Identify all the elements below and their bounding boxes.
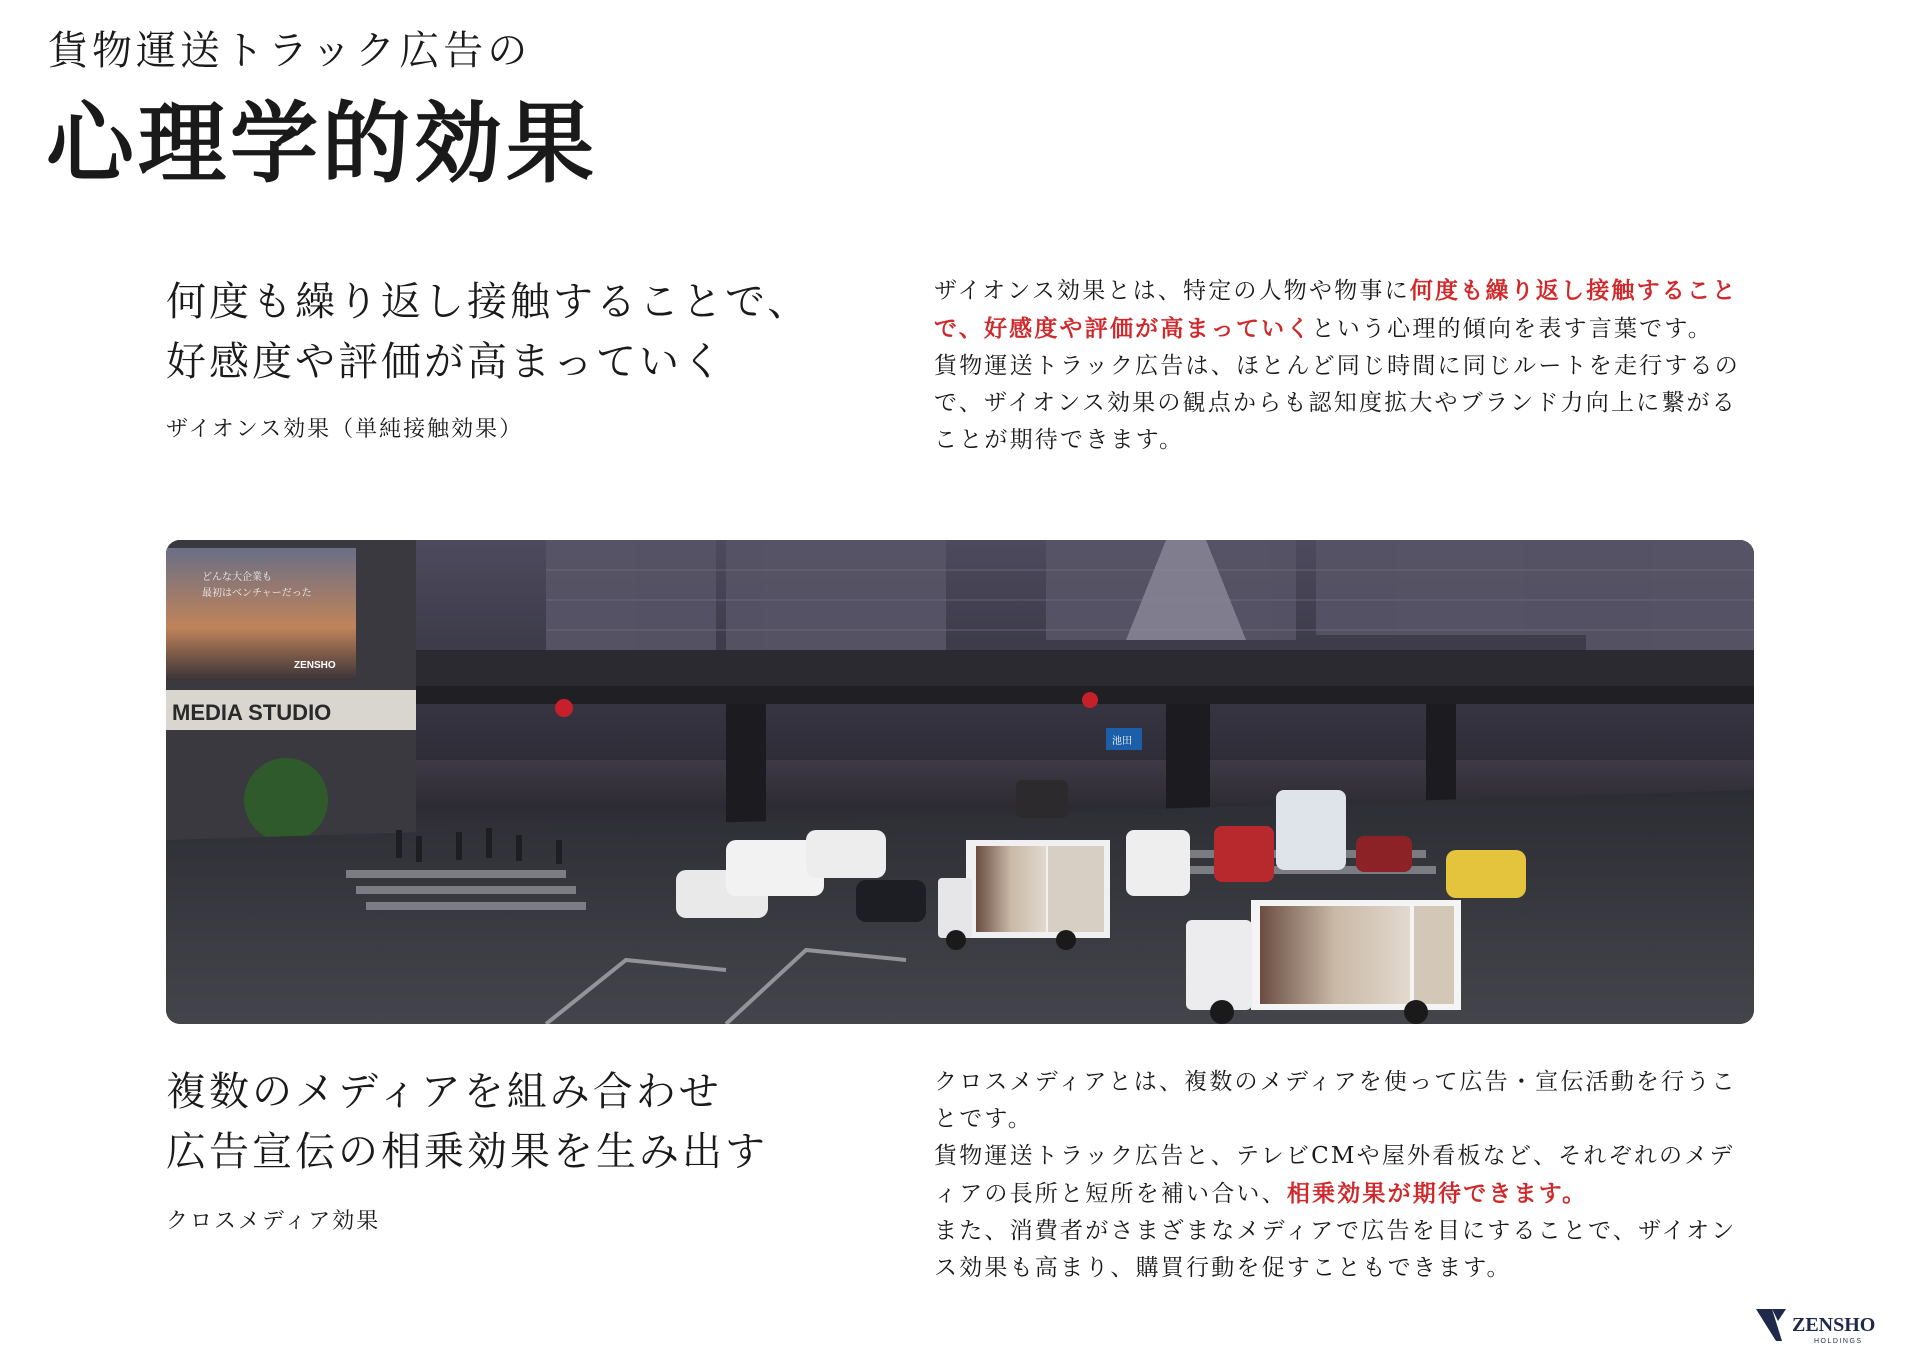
section1-paragraph-2: 貨物運送トラック広告は、ほとんど同じ時間に同じルートを走行するので、ザイオンス効果の観点からも認知度拡大やブランド力向上に繋がることが期待できます。 bbox=[934, 353, 1740, 453]
section1-headline-line2: 好感度や評価が高まっていく bbox=[166, 339, 725, 385]
section2-paragraph-3: また、消費者がさまざまなメディアで広告を目にすることで、ザイオンス効果も高まり、購買行動を促すこともできます。 bbox=[934, 1218, 1737, 1281]
zensho-logo bbox=[1752, 1305, 1892, 1347]
page-subtitle: 貨物運送トラック広告の bbox=[48, 28, 532, 74]
zensho-logo-mark-icon bbox=[1752, 1305, 1892, 1347]
section1-paragraph-1 bbox=[934, 272, 1744, 348]
billboard-text-line1: どんな大企業も bbox=[202, 572, 272, 583]
page-title: 心理学的効果 bbox=[46, 91, 599, 195]
section2-headline-line1: 複数のメディアを組み合わせ bbox=[166, 1069, 722, 1115]
section1-headline bbox=[166, 272, 810, 392]
section2-paragraph-1: クロスメディアとは、複数のメディアを使って広告・宣伝活動を行うことです。 bbox=[934, 1069, 1737, 1132]
section2-paragraph-2 bbox=[934, 1138, 1744, 1213]
section1-body bbox=[934, 272, 1744, 459]
station-sign: 池田 bbox=[1112, 736, 1132, 747]
section2-body bbox=[934, 1064, 1744, 1287]
section2-p2-text-a: 貨物運送トラック広告と、テレビCMや屋外看板など、それぞれのメディアの長所と短所を補い合い、 bbox=[934, 1143, 1735, 1207]
logo-subtext: HOLDINGS bbox=[1814, 1338, 1863, 1345]
section2-p2-highlight: 相乗効果が期待できます。 bbox=[1286, 1180, 1588, 1207]
section1-p1-text-b: という心理的傾向を表す言葉です。 bbox=[1311, 316, 1713, 342]
section1-headline-line1: 何度も繰り返し接触することで、 bbox=[166, 279, 811, 325]
billboard-text-line2: 最初はベンチャーだった bbox=[202, 588, 312, 599]
billboard-brand: ZENSHO bbox=[294, 660, 336, 671]
section1-p1-highlight: 何度も繰り返し接触することで、好感度や評価が高まっていく bbox=[934, 277, 1738, 342]
storefront-sign: MEDIA STUDIO bbox=[172, 700, 332, 725]
street-photo-illustration bbox=[166, 540, 1754, 1024]
section1-effect-name: ザイオンス効果（単純接触効果） bbox=[166, 417, 524, 442]
section1-p1-text-a: ザイオンス効果とは、特定の人物や物事に bbox=[934, 278, 1410, 304]
street-photo bbox=[166, 540, 1754, 1024]
section2-effect-name: クロスメディア効果 bbox=[166, 1209, 381, 1234]
section2-headline-line2: 広告宣伝の相乗効果を生み出す bbox=[166, 1129, 768, 1175]
section2-headline bbox=[166, 1062, 768, 1182]
logo-name: ZENSHO bbox=[1792, 1314, 1876, 1336]
